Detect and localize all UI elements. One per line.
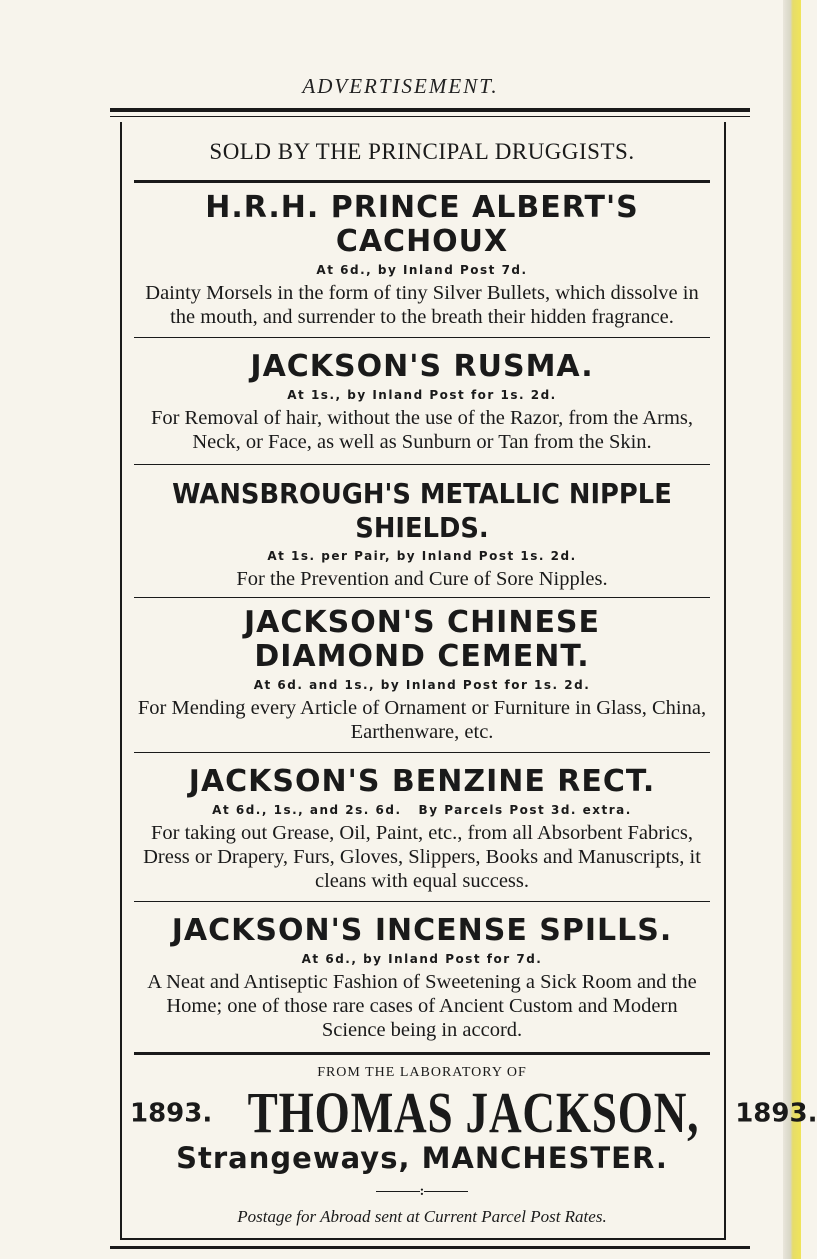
product-description: A Neat and Antiseptic Fashion of Sweetening a Sick Room and the Home; one of those rare cases of Ancient Custom and Modern Science being in accord. [147,971,697,1041]
postage-note: Postage for Abroad sent at Current Parcel Post Rates. [237,1207,607,1226]
running-head: ADVERTISEMENT. [302,74,499,98]
product-title: JACKSON'S INCENSE SPILLS. [171,913,673,948]
product-description: For Mending every Article of Ornament or Furniture in Glass, China, Earthenware, etc. [137,697,707,743]
from-laboratory: FROM THE LABORATORY OF [317,1065,527,1080]
product-description: For taking out Grease, Oil, Paint, etc., from all Absorbent Fabrics, Dress or Drapery, Furs, Gloves, Slippers, Books and Manuscripts, it cleans with equal success. [143,822,701,892]
product-title: H.R.H. PRINCE ALBERT'S CACHOUX [205,190,639,259]
maker-address: Strangeways, MANCHESTER. [176,1141,668,1175]
product-price: At 6d., 1s., and 2s. 6d. By Parcels Post 3d. extra. [212,803,632,817]
separator [130,1185,714,1199]
head-rule [110,108,750,112]
product-price: At 1s. per Pair, by Inland Post 1s. 2d. [267,549,577,563]
product-benzine [130,753,714,901]
product-rusma [130,338,714,464]
head-rule-thin [110,116,750,117]
product-incense-spills [130,902,714,1052]
section-rule [134,1052,710,1055]
product-title: WANSBROUGH'S METALLIC NIPPLE SHIELDS. [172,477,672,544]
page-edge [783,0,801,1259]
product-title: JACKSON'S CHINESE DIAMOND CEMENT. [243,605,601,674]
maker-name: THOMAS JACKSON, [247,1080,700,1146]
separator-mark: : [419,1184,425,1199]
product-description: For the Prevention and Cure of Sore Nipples. [236,568,608,590]
product-cachoux [130,183,714,337]
product-price: At 1s., by Inland Post for 1s. 2d. [287,388,557,402]
frame-bottom-rule [110,1246,750,1249]
product-nipple-shields [130,465,714,597]
year-right: 1893. [735,1098,817,1129]
sold-by-header: SOLD BY THE PRINCIPAL DRUGGISTS. [209,139,635,164]
maker-line [130,1080,817,1146]
product-description: Dainty Morsels in the form of tiny Silver Bullets, which dissolve in the mouth, and surrender to the breath their hidden fragrance. [145,282,699,328]
product-title: JACKSON'S BENZINE RECT. [188,764,656,799]
product-description: For Removal of hair, without the use of the Razor, from the Arms, Neck, or Face, as well as Sunburn or Tan from the Skin. [150,407,694,453]
product-price: At 6d., by Inland Post for 7d. [301,952,543,966]
product-title: JACKSON'S RUSMA. [250,349,594,384]
product-diamond-cement [130,598,714,752]
year-left: 1893. [130,1098,213,1129]
product-price: At 6d. and 1s., by Inland Post for 1s. 2d. [253,678,591,692]
advert-content [130,138,817,1227]
product-price: At 6d., by Inland Post 7d. [316,263,528,277]
